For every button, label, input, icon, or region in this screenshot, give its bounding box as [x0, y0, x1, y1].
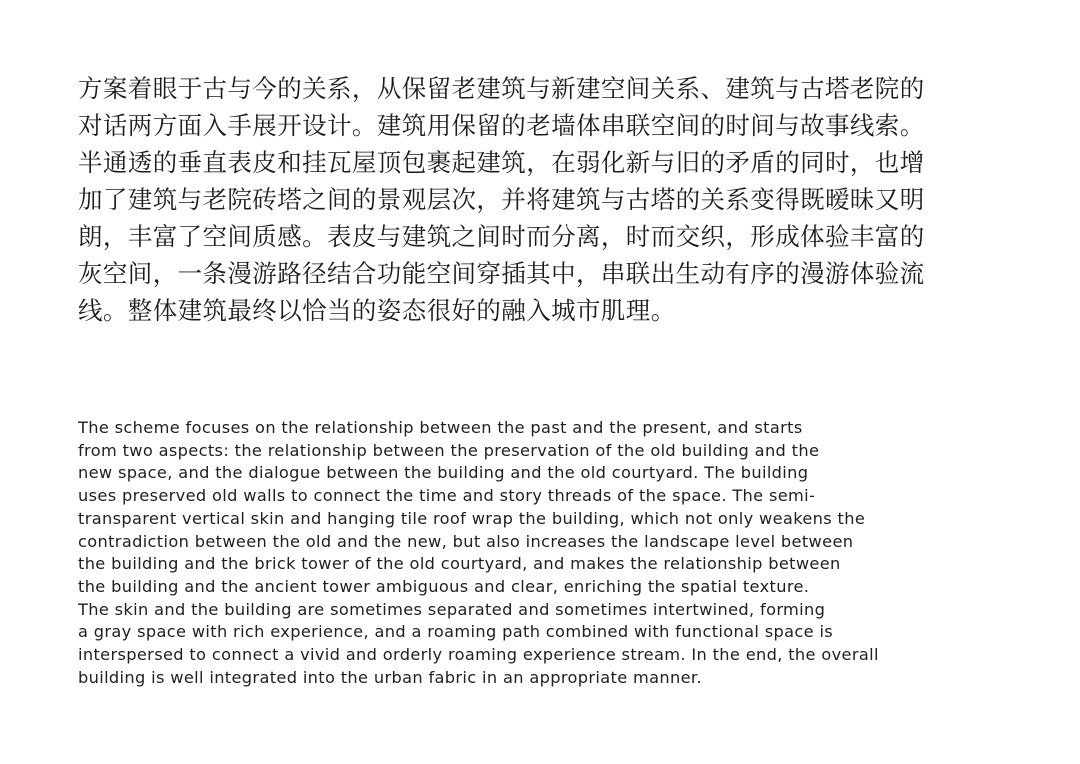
chinese-text-line: 线。整体建筑最终以恰当的姿态很好的融入城市肌理。	[78, 296, 676, 325]
english-text-line: new space, and the dialogue between the building and the old courtyard. The building	[78, 463, 809, 483]
english-text-line: The skin and the building are sometimes separated and sometimes intertwined, forming	[78, 599, 826, 619]
chinese-text-line: 加了建筑与老院砖塔之间的景观层次，并将建筑与古塔的关系变得既暧昧又明	[78, 185, 925, 214]
english-text-line: uses preserved old walls to connect the time and story threads of the space. The semi-	[78, 486, 816, 506]
english-text-line: the building and the brick tower of the old courtyard, and makes the relationship between	[78, 554, 841, 574]
english-text-line: contradiction between the old and the new, but also increases the landscape level between	[78, 531, 854, 551]
chinese-text-line: 对话两方面入手展开设计。建筑用保留的老墙体串联空间的时间与故事线索。	[78, 111, 925, 140]
chinese-text-line: 灰空间，一条漫游路径结合功能空间穿插其中，串联出生动有序的漫游体验流	[78, 259, 925, 288]
chinese-description-paragraph	[78, 70, 1018, 329]
chinese-text-line: 方案着眼于古与今的关系，从保留老建筑与新建空间关系、建筑与古塔老院的	[78, 74, 925, 103]
chinese-text-line: 半通透的垂直表皮和挂瓦屋顶包裹起建筑，在弱化新与旧的矛盾的同时，也增	[78, 148, 925, 177]
english-text-line: the building and the ancient tower ambiguous and clear, enriching the spatial texture.	[78, 576, 810, 596]
english-text-line: transparent vertical skin and hanging tile roof wrap the building, which not only weakens the	[78, 508, 866, 528]
chinese-text-line: 朗，丰富了空间质感。表皮与建筑之间时而分离，时而交织，形成体验丰富的	[78, 222, 925, 251]
english-text-line: interspersed to connect a vivid and orderly roaming experience stream. In the end, the overall	[78, 645, 879, 665]
english-description-paragraph	[78, 417, 1038, 689]
english-text-line: from two aspects: the relationship between the preservation of the old building and the	[78, 440, 820, 460]
english-text-line: a gray space with rich experience, and a roaming path combined with functional space is	[78, 622, 834, 642]
english-text-line: building is well integrated into the urban fabric in an appropriate manner.	[78, 667, 702, 687]
english-text-line: The scheme focuses on the relationship between the past and the present, and starts	[78, 418, 803, 437]
